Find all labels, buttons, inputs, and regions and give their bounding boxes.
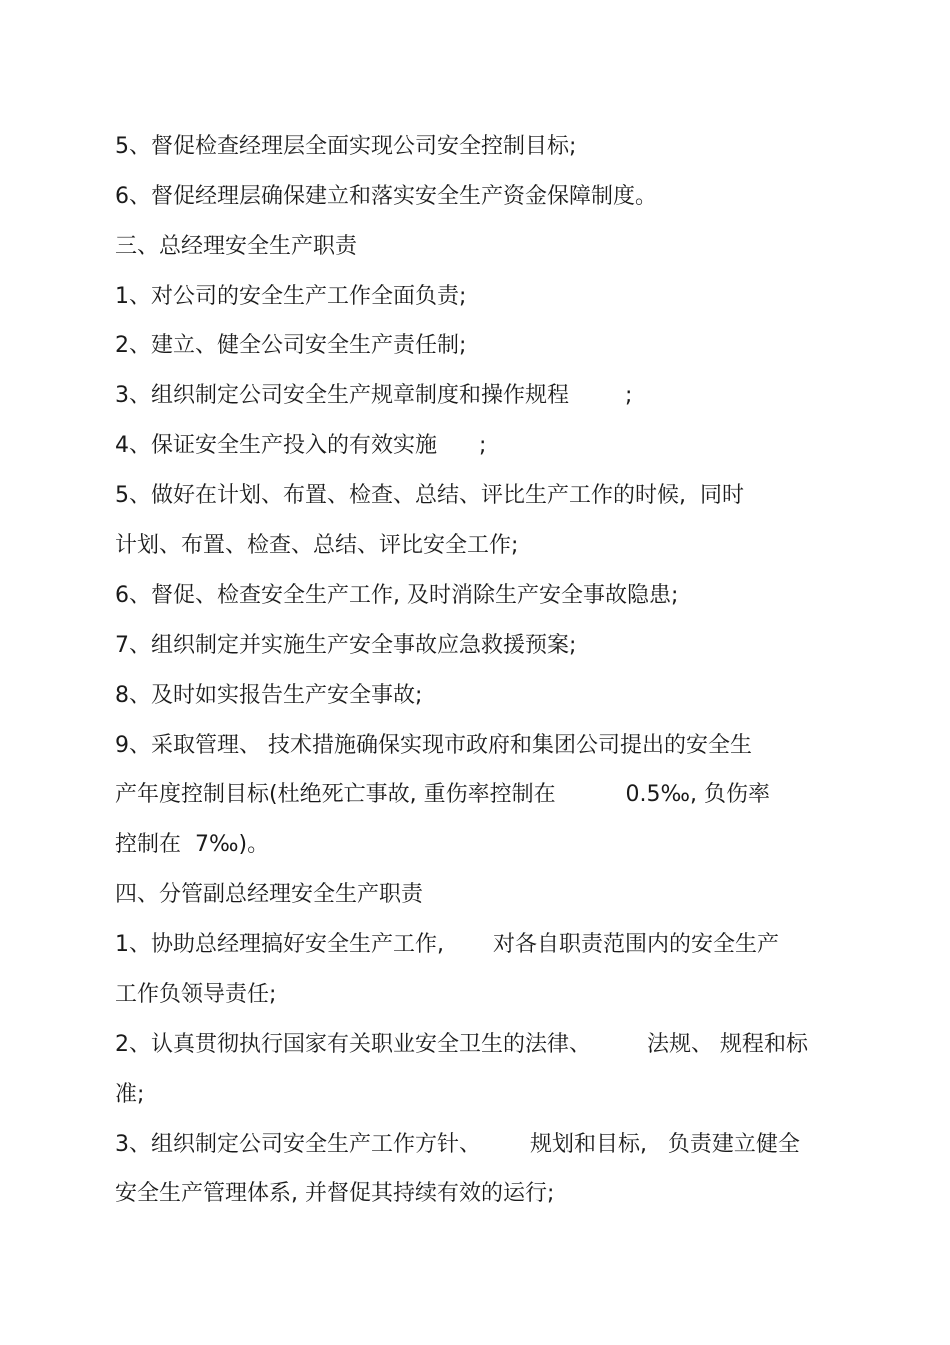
section-heading-3: 三、总经理安全生产职责 [115, 234, 358, 259]
text-line-2: 6、督促经理层确保建立和落实安全生产资金保障制度。 [115, 184, 657, 209]
text-line-14: 产年度控制目标(杜绝死亡事故, 重伤率控制在 0.5‰, 负伤率 [115, 782, 770, 807]
text-line-4: 1、对公司的安全生产工作全面负责; [115, 284, 467, 309]
section-heading-16: 四、分管副总经理安全生产职责 [115, 882, 424, 907]
text-line-20: 准; [115, 1082, 145, 1107]
text-line-13: 9、采取管理、 技术措施确保实现市政府和集团公司提出的安全生 [115, 733, 752, 758]
text-line-7: 4、保证安全生产投入的有效实施 ; [115, 433, 487, 458]
text-line-11: 7、组织制定并实施生产安全事故应急救援预案; [115, 633, 577, 658]
text-line-18: 工作负领导责任; [115, 982, 277, 1007]
text-line-5: 2、建立、健全公司安全生产责任制; [115, 333, 467, 358]
text-line-12: 8、及时如实报告生产安全事故; [115, 683, 423, 708]
text-line-6: 3、组织制定公司安全生产规章制度和操作规程 ; [115, 383, 633, 408]
text-line-15: 控制在 7‰)。 [115, 832, 270, 857]
text-line-1: 5、督促检查经理层全面实现公司安全控制目标; [115, 134, 577, 159]
text-line-10: 6、督促、检查安全生产工作, 及时消除生产安全事故隐患; [115, 583, 679, 608]
text-line-19: 2、认真贯彻执行国家有关职业安全卫生的法律、 法规、 规程和标 [115, 1032, 808, 1057]
text-line-9: 计划、布置、检查、总结、评比安全工作; [115, 533, 519, 558]
text-line-22: 安全生产管理体系, 并督促其持续有效的运行; [115, 1181, 555, 1206]
text-line-17: 1、协助总经理搞好安全生产工作, 对各自职责范围内的安全生产 [115, 932, 779, 957]
text-line-8: 5、做好在计划、布置、检查、总结、评比生产工作的时候, 同时 [115, 483, 744, 508]
text-line-21: 3、组织制定公司安全生产工作方针、 规划和目标, 负责建立健全 [115, 1132, 800, 1157]
